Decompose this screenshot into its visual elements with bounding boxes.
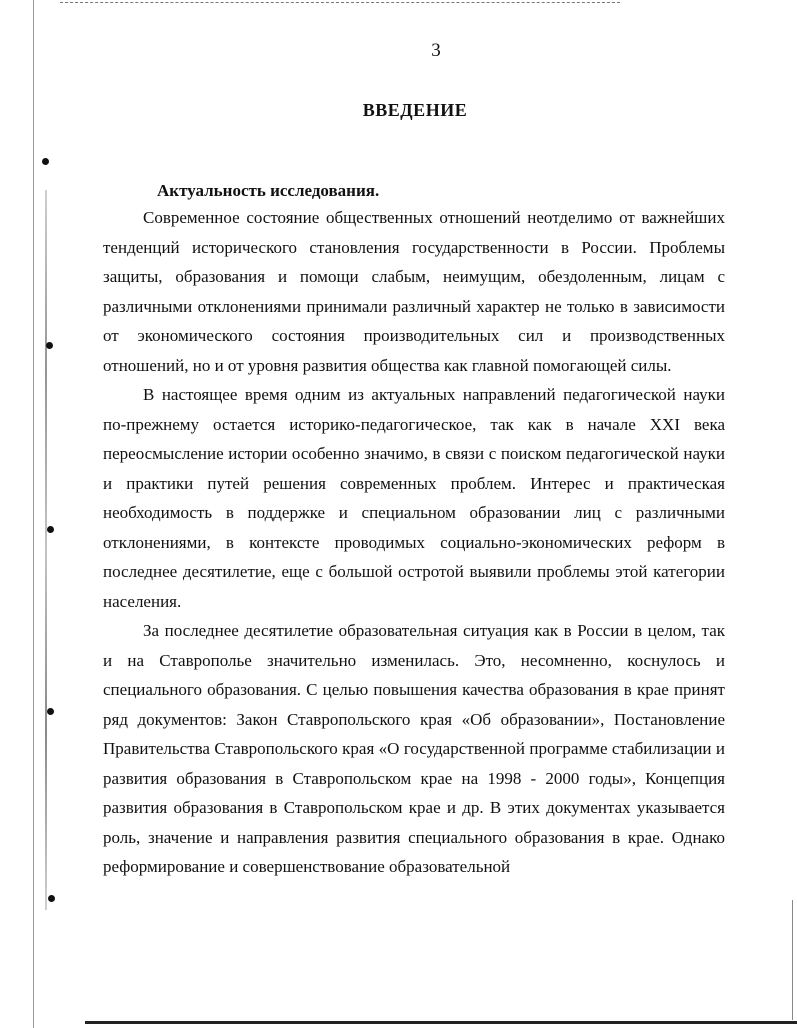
scan-artifact-top-line [60, 2, 620, 3]
scan-artifact-dot [47, 526, 54, 533]
paragraph-1: Современное состояние общественных отношений неотделимо от важнейших тенденций исторического становления государственности в России. Проблемы защиты, образования и помощи слабым, неимущим, обездоленным, лицам с различными отклонениями принимали различный характер не только в зависимости от экономического состояния производительных сил и производственных отношений, но и от уровня развития общества как главной помогающей силы. [103, 208, 725, 375]
paragraph-3: За последнее десятилетие образовательная ситуация как в России в целом, так и на Ставрополье значительно изменилась. Это, несомненно, коснулось и специального образования. С целью повышения качества образования в крае принят ряд документов: Закон Ставропольского края «Об образовании», Постановление Правительства Ставропольского края «О государственной программе стабилизации и развития образования в Ставропольском крае на 1998 - 2000 годы», Концепция развития образования в Ставропольском крае и др. В этих документах указывается роль, значение и направления развития специального образования в крае. Однако реформирование и совершенствование образовательной [103, 621, 725, 876]
section-title: Актуальность исследования. [157, 181, 380, 200]
scan-artifact-dot [46, 342, 53, 349]
scan-artifact-dot [42, 158, 49, 165]
page-heading: ВВЕДЕНИЕ [362, 100, 468, 120]
scan-artifact-left-edge [33, 0, 34, 1028]
page-number: 3 [431, 40, 441, 61]
body-text [103, 203, 725, 882]
scan-artifact-right-edge [792, 900, 793, 1020]
scan-artifact-dot [48, 895, 55, 902]
scan-artifact-left-strip [45, 190, 47, 910]
scan-artifact-dot [47, 708, 54, 715]
paragraph-2: В настоящее время одним из актуальных направлений педагогической науки по-прежнему остается историко-педагогическое, так как в начале XXI века переосмысление истории особенно значимо, в связи с поиском педагогической науки и практики путей решения современных проблем. Интерес и практическая необходимость в поддержке и специальном образовании лиц с различными отклонениями, в контексте проводимых социально-экономических реформ в последнее десятилетие, еще с большой остротой выявили проблемы этой категории населения. [103, 385, 725, 611]
scan-artifact-bottom-line [85, 1021, 797, 1024]
